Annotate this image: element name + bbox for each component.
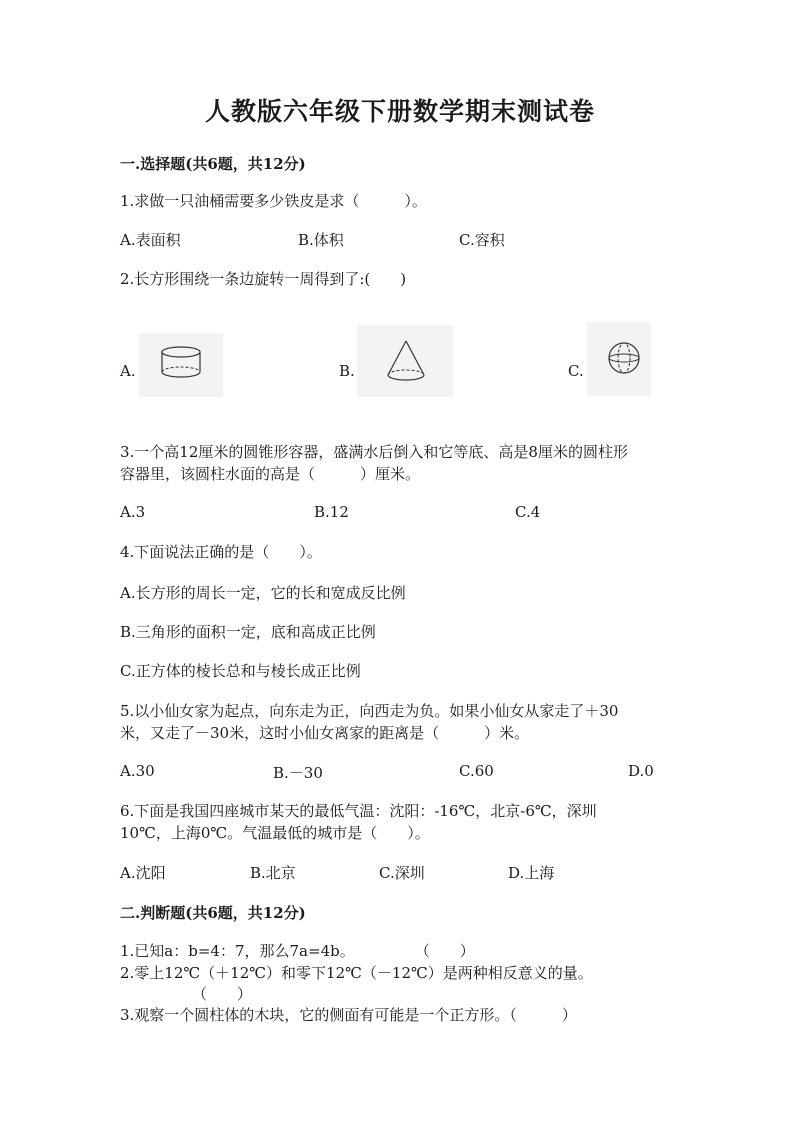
question-5-line1: 5.以小仙女家为起点，向东走为正，向西走为负。如果小仙女从家走了＋30 (120, 702, 619, 720)
q6-option-c: C.深圳 (379, 864, 425, 882)
section-heading-judge: 二.判断题(共6题，共12分) (120, 904, 306, 922)
q2-option-a: A. (120, 362, 136, 380)
q2-option-c: C. (568, 362, 584, 380)
q5-option-c: C.60 (459, 762, 494, 780)
sphere-icon (587, 322, 651, 396)
q1-option-b: B.体积 (298, 231, 344, 249)
q6-option-b: B.北京 (250, 864, 296, 882)
q4-option-a: A.长方形的周长一定，它的长和宽成反比例 (120, 584, 406, 602)
question-3-line2: 容器里，该圆柱水面的高是（ ）厘米。 (120, 465, 421, 483)
section-heading-choice: 一.选择题(共6题，共12分) (120, 155, 306, 173)
judge-question-2-line1: 2.零上12℃（＋12℃）和零下12℃（－12℃）是两种相反意义的量。 (120, 964, 593, 982)
judge-question-1: 1.已知a：b=4：7，那么7a=4b。 （ ） (120, 942, 475, 960)
judge-question-3: 3.观察一个圆柱体的木块，它的侧面有可能是一个正方形。（ ） (120, 1006, 577, 1024)
question-5-line2: 米，又走了－30米，这时小仙女离家的距离是（ ）米。 (120, 724, 530, 742)
judge-question-2-line2: （ ） (192, 985, 253, 1003)
q1-option-a: A.表面积 (120, 231, 181, 249)
question-4: 4.下面说法正确的是（ ）。 (120, 543, 322, 561)
q6-option-d: D.上海 (508, 864, 555, 882)
q6-option-a: A.沈阳 (120, 864, 166, 882)
question-1: 1.求做一只油桶需要多少铁皮是求（ ）。 (120, 192, 427, 210)
question-6-line1: 6.下面是我国四座城市某天的最低气温：沈阳：-16℃，北京-6℃，深圳 (120, 802, 597, 820)
q3-option-c: C.4 (515, 503, 541, 521)
page-title: 人教版六年级下册数学期末测试卷 (204, 97, 595, 126)
q4-option-c: C.正方体的棱长总和与棱长成正比例 (120, 662, 361, 680)
cone-icon (357, 325, 453, 397)
cylinder-icon (139, 333, 223, 397)
q3-option-a: A.3 (120, 503, 146, 521)
question-2: 2.长方形围绕一条边旋转一周得到了:( ) (120, 270, 407, 288)
question-6-line2: 10℃，上海0℃。气温最低的城市是（ ）。 (120, 824, 430, 842)
question-3-line1: 3.一个高12厘米的圆锥形容器，盛满水后倒入和它等底、高是8厘米的圆柱形 (120, 443, 628, 461)
q5-option-a: A.30 (120, 762, 155, 780)
q3-option-b: B.12 (314, 503, 349, 521)
q4-option-b: B.三角形的面积一定，底和高成正比例 (120, 623, 376, 641)
q1-option-c: C.容积 (459, 231, 505, 249)
q2-option-b: B. (339, 362, 355, 380)
q5-option-d: D.0 (628, 762, 654, 780)
q5-option-b: B.－30 (273, 764, 323, 782)
